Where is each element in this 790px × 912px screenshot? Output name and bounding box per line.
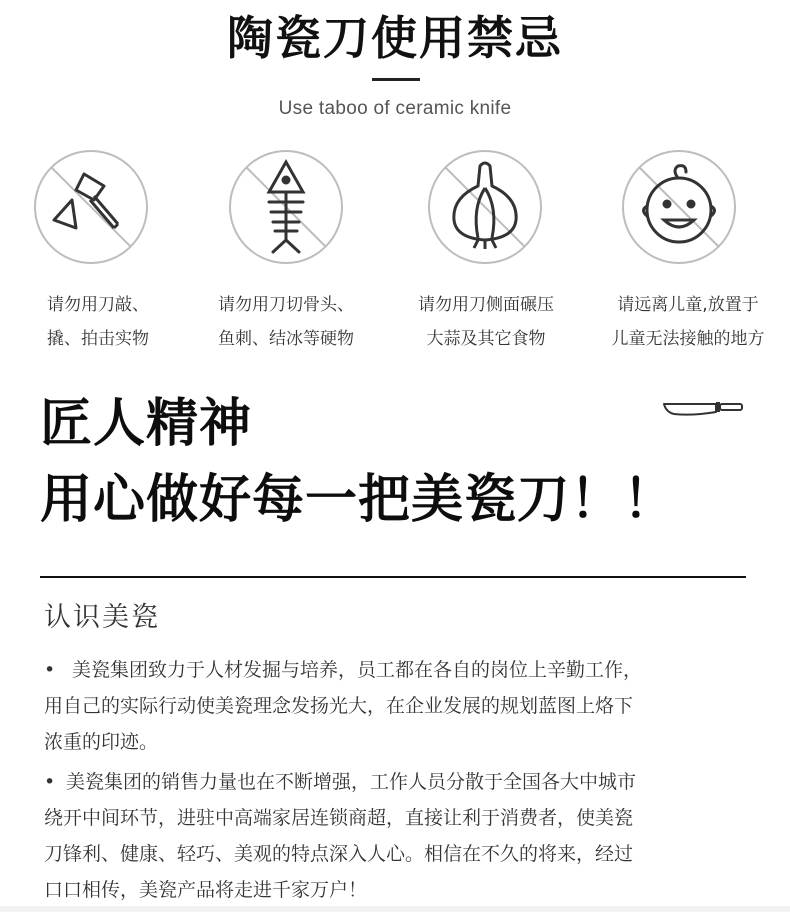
motto-line-1: 匠人精神 xyxy=(40,394,253,454)
caption-line: 请勿用刀敲、 xyxy=(47,295,149,315)
bullet-marker: • xyxy=(44,771,56,793)
caption-line: 儿童无法接触的地方 xyxy=(611,329,765,349)
paragraph-line: 绕开中间环节，进驻中高端家居连锁商超，直接让利于消费者，使美瓷 xyxy=(44,807,634,829)
no-hammer-icon xyxy=(32,148,150,266)
paragraph-line: • 美瓷集团的销售力量也在不断增强，工作人员分散于全国各大中城市 xyxy=(44,764,760,800)
section-divider xyxy=(40,576,746,578)
paragraph-line: • 美瓷集团致力于人材发掘与培养，员工都在各自的岗位上辛勤工作， xyxy=(44,652,760,688)
taboo-caption xyxy=(590,288,786,356)
no-garlic-icon xyxy=(426,148,544,266)
caption-line: 请勿用刀侧面碾压 xyxy=(418,295,554,315)
motto-line-2: 用心做好每一把美瓷刀！！ xyxy=(40,470,677,530)
paragraph-line: 浓重的印迹。 xyxy=(44,731,159,753)
taboo-caption xyxy=(388,288,584,356)
no-child-icon xyxy=(620,148,738,266)
about-paragraph-1 xyxy=(44,652,760,760)
paragraph-line: 用自己的实际行动使美瓷理念发扬光大，在企业发展的规划蓝图上烙下 xyxy=(44,695,634,717)
title-underline xyxy=(372,78,420,81)
bullet-marker: • xyxy=(44,659,56,681)
caption-line: 大蒜及其它食物 xyxy=(426,329,546,349)
caption-line: 请远离儿童,放置于 xyxy=(617,295,759,315)
caption-line: 请勿用刀切骨头、 xyxy=(218,295,354,315)
taboo-caption xyxy=(188,288,384,356)
caption-line: 撬、拍击实物 xyxy=(47,329,149,349)
taboo-caption xyxy=(0,288,196,356)
paragraph-line: 口口相传，美瓷产品将走进千家万户！ xyxy=(44,879,368,901)
caption-line: 鱼刺、结冰等硬物 xyxy=(218,329,354,349)
bottom-strip xyxy=(0,906,790,912)
page-title: 陶瓷刀使用禁忌 xyxy=(227,11,563,65)
no-fish-bone-icon xyxy=(227,148,345,266)
paragraph-line: 刀锋利、健康、轻巧、美观的特点深入人心。相信在不久的将来，经过 xyxy=(44,843,634,865)
kitchen-knife-icon xyxy=(662,396,746,420)
about-paragraph-2 xyxy=(44,764,760,908)
page-subtitle: Use taboo of ceramic knife xyxy=(278,98,512,119)
section-heading: 认识美瓷 xyxy=(44,602,160,633)
